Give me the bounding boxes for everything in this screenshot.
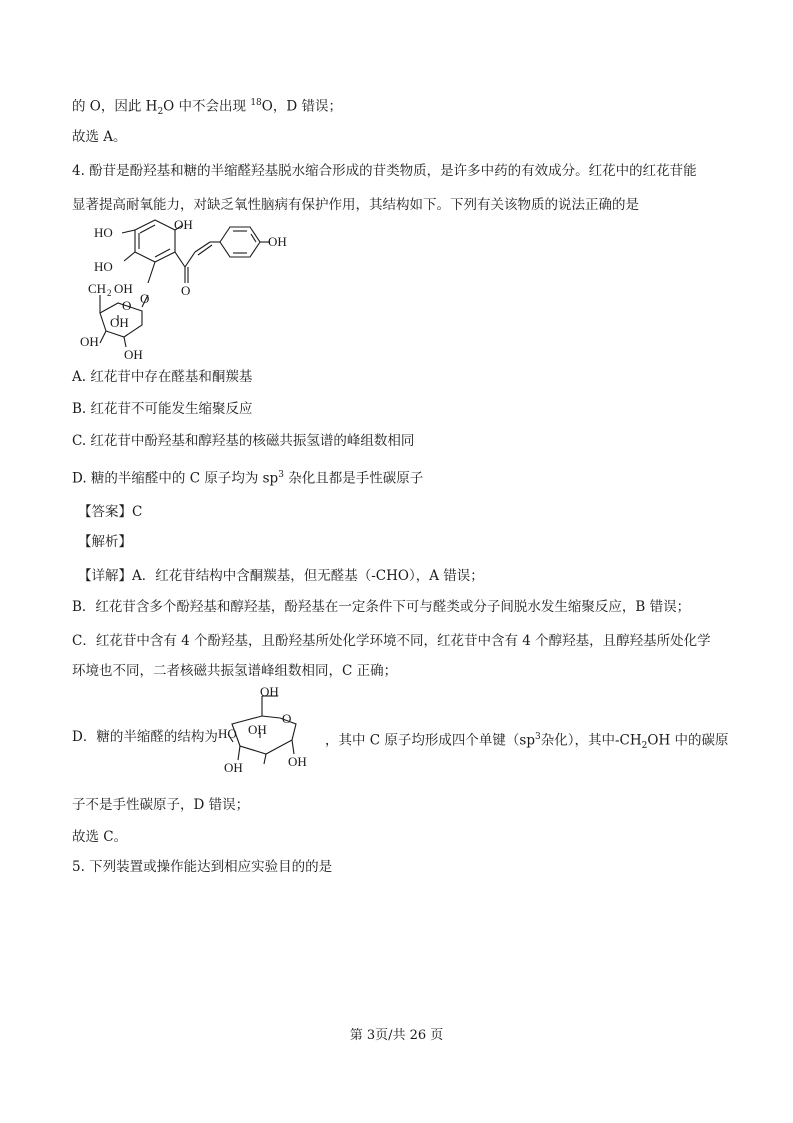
label-o-glycosidic: O <box>140 291 150 306</box>
bond <box>264 754 266 764</box>
bond <box>195 242 210 252</box>
option-c: C. 红花苷中酚羟基和醇羟基的核磁共振氢谱的峰组数相同 <box>72 433 415 449</box>
question-4-line-2: 显著提高耐氧能力，对缺乏氧性脑病有保护作用，其结构如下。下列有关该物质的说法正确的是 <box>72 197 639 213</box>
label-ho: HO <box>218 726 237 741</box>
bond <box>292 740 294 754</box>
subscript: 2 <box>641 741 648 752</box>
label-sub-2: 2 <box>107 288 112 298</box>
option-a: A. 红花苷中存在醛基和酮羰基 <box>72 369 253 385</box>
superscript: 3 <box>278 470 284 480</box>
bond <box>148 262 155 283</box>
text-seg: 杂化），其中-CH <box>540 732 642 749</box>
label-oh: OH <box>80 334 99 349</box>
text-seg: O 中不会出现 <box>163 98 251 115</box>
label-ch: CH <box>88 281 107 296</box>
explanation-d-2: 子不是手性碳原子，D 错误； <box>72 797 250 813</box>
bond <box>124 337 126 347</box>
text-seg: O，D 错误； <box>261 98 342 115</box>
label-oh: OH <box>288 754 307 769</box>
label-oh: OH <box>124 347 143 362</box>
explanation-c-2: 环境也不同，二者核磁共振氢谱峰组数相同，C 正确； <box>72 663 398 679</box>
superscript: 18 <box>250 98 262 108</box>
page-footer: 第 3页/共 26 页 <box>349 1028 444 1043</box>
text-seg: 的 O，因此 H <box>72 98 158 115</box>
analysis-label: 【解析】 <box>78 534 132 550</box>
bond <box>124 252 135 261</box>
label-oh: OH <box>114 281 133 296</box>
explanation-c-1: C．红花苷中含有 4 个酚羟基，且酚羟基所处化学环境不同，红花苷中含有 4 个醇羟基，且醇羟基所处化学 <box>72 633 711 649</box>
label-o-ring: O <box>122 298 132 313</box>
bond <box>122 230 135 233</box>
label-oh: OH <box>260 684 279 699</box>
text-seg: OH 中的碳原 <box>647 732 729 749</box>
answer-label: 【答案】C <box>78 504 143 520</box>
detail-line: 【详解】A．红花苷结构中含酮羰基，但无醛基（-CHO），A 错误； <box>78 568 484 584</box>
option-b: B. 红花苷不可能发生缩聚反应 <box>72 401 253 417</box>
bond <box>238 746 240 760</box>
label-o: O <box>282 711 292 726</box>
explanation-b: B．红花苷含多个酚羟基和醇羟基，酚羟基在一定条件下可与醛类或分子间脱水发生缩聚反应，B 错误； <box>72 599 691 615</box>
bond <box>185 252 195 267</box>
text-line-1 <box>72 93 342 122</box>
safflower-glycoside-structure <box>80 215 310 365</box>
text-line-2: 故选 A。 <box>72 129 127 145</box>
question-5: 5. 下列装置或操作能达到相应实验目的的是 <box>72 859 333 875</box>
explanation-d-pre: D．糖的半缩醛的结构为 <box>72 729 218 745</box>
label-ho: HO <box>94 259 113 274</box>
question-4-line-1: 4. 酚苷是酚羟基和糖的半缩醛羟基脱水缩合形成的苷类物质，是许多中药的有效成分。红花中的红花苷能 <box>72 163 697 179</box>
ring-a <box>135 220 175 262</box>
bond <box>100 331 106 343</box>
bond <box>175 252 185 267</box>
superscript: 3 <box>534 732 541 742</box>
choose-c: 故选 C。 <box>72 829 128 845</box>
label-oh: OH <box>110 315 129 330</box>
label-ho: HO <box>94 225 113 240</box>
label-oh: OH <box>174 217 193 232</box>
text-seg: 杂化且都是手性碳原子 <box>283 470 424 487</box>
label-oh: OH <box>268 234 287 249</box>
text-seg: ，其中 C 原子均形成四个单键（sp <box>325 732 535 749</box>
label-oh: OH <box>248 722 267 737</box>
option-d <box>72 465 423 489</box>
label-oh: OH <box>224 760 243 775</box>
text-seg: D. 糖的半缩醛中的 C 原子均为 sp <box>72 470 279 487</box>
label-o: O <box>181 283 191 298</box>
hemiacetal-structure <box>220 680 330 780</box>
subscript: 2 <box>157 107 164 118</box>
bond <box>198 245 212 255</box>
explanation-d-post <box>325 727 729 756</box>
